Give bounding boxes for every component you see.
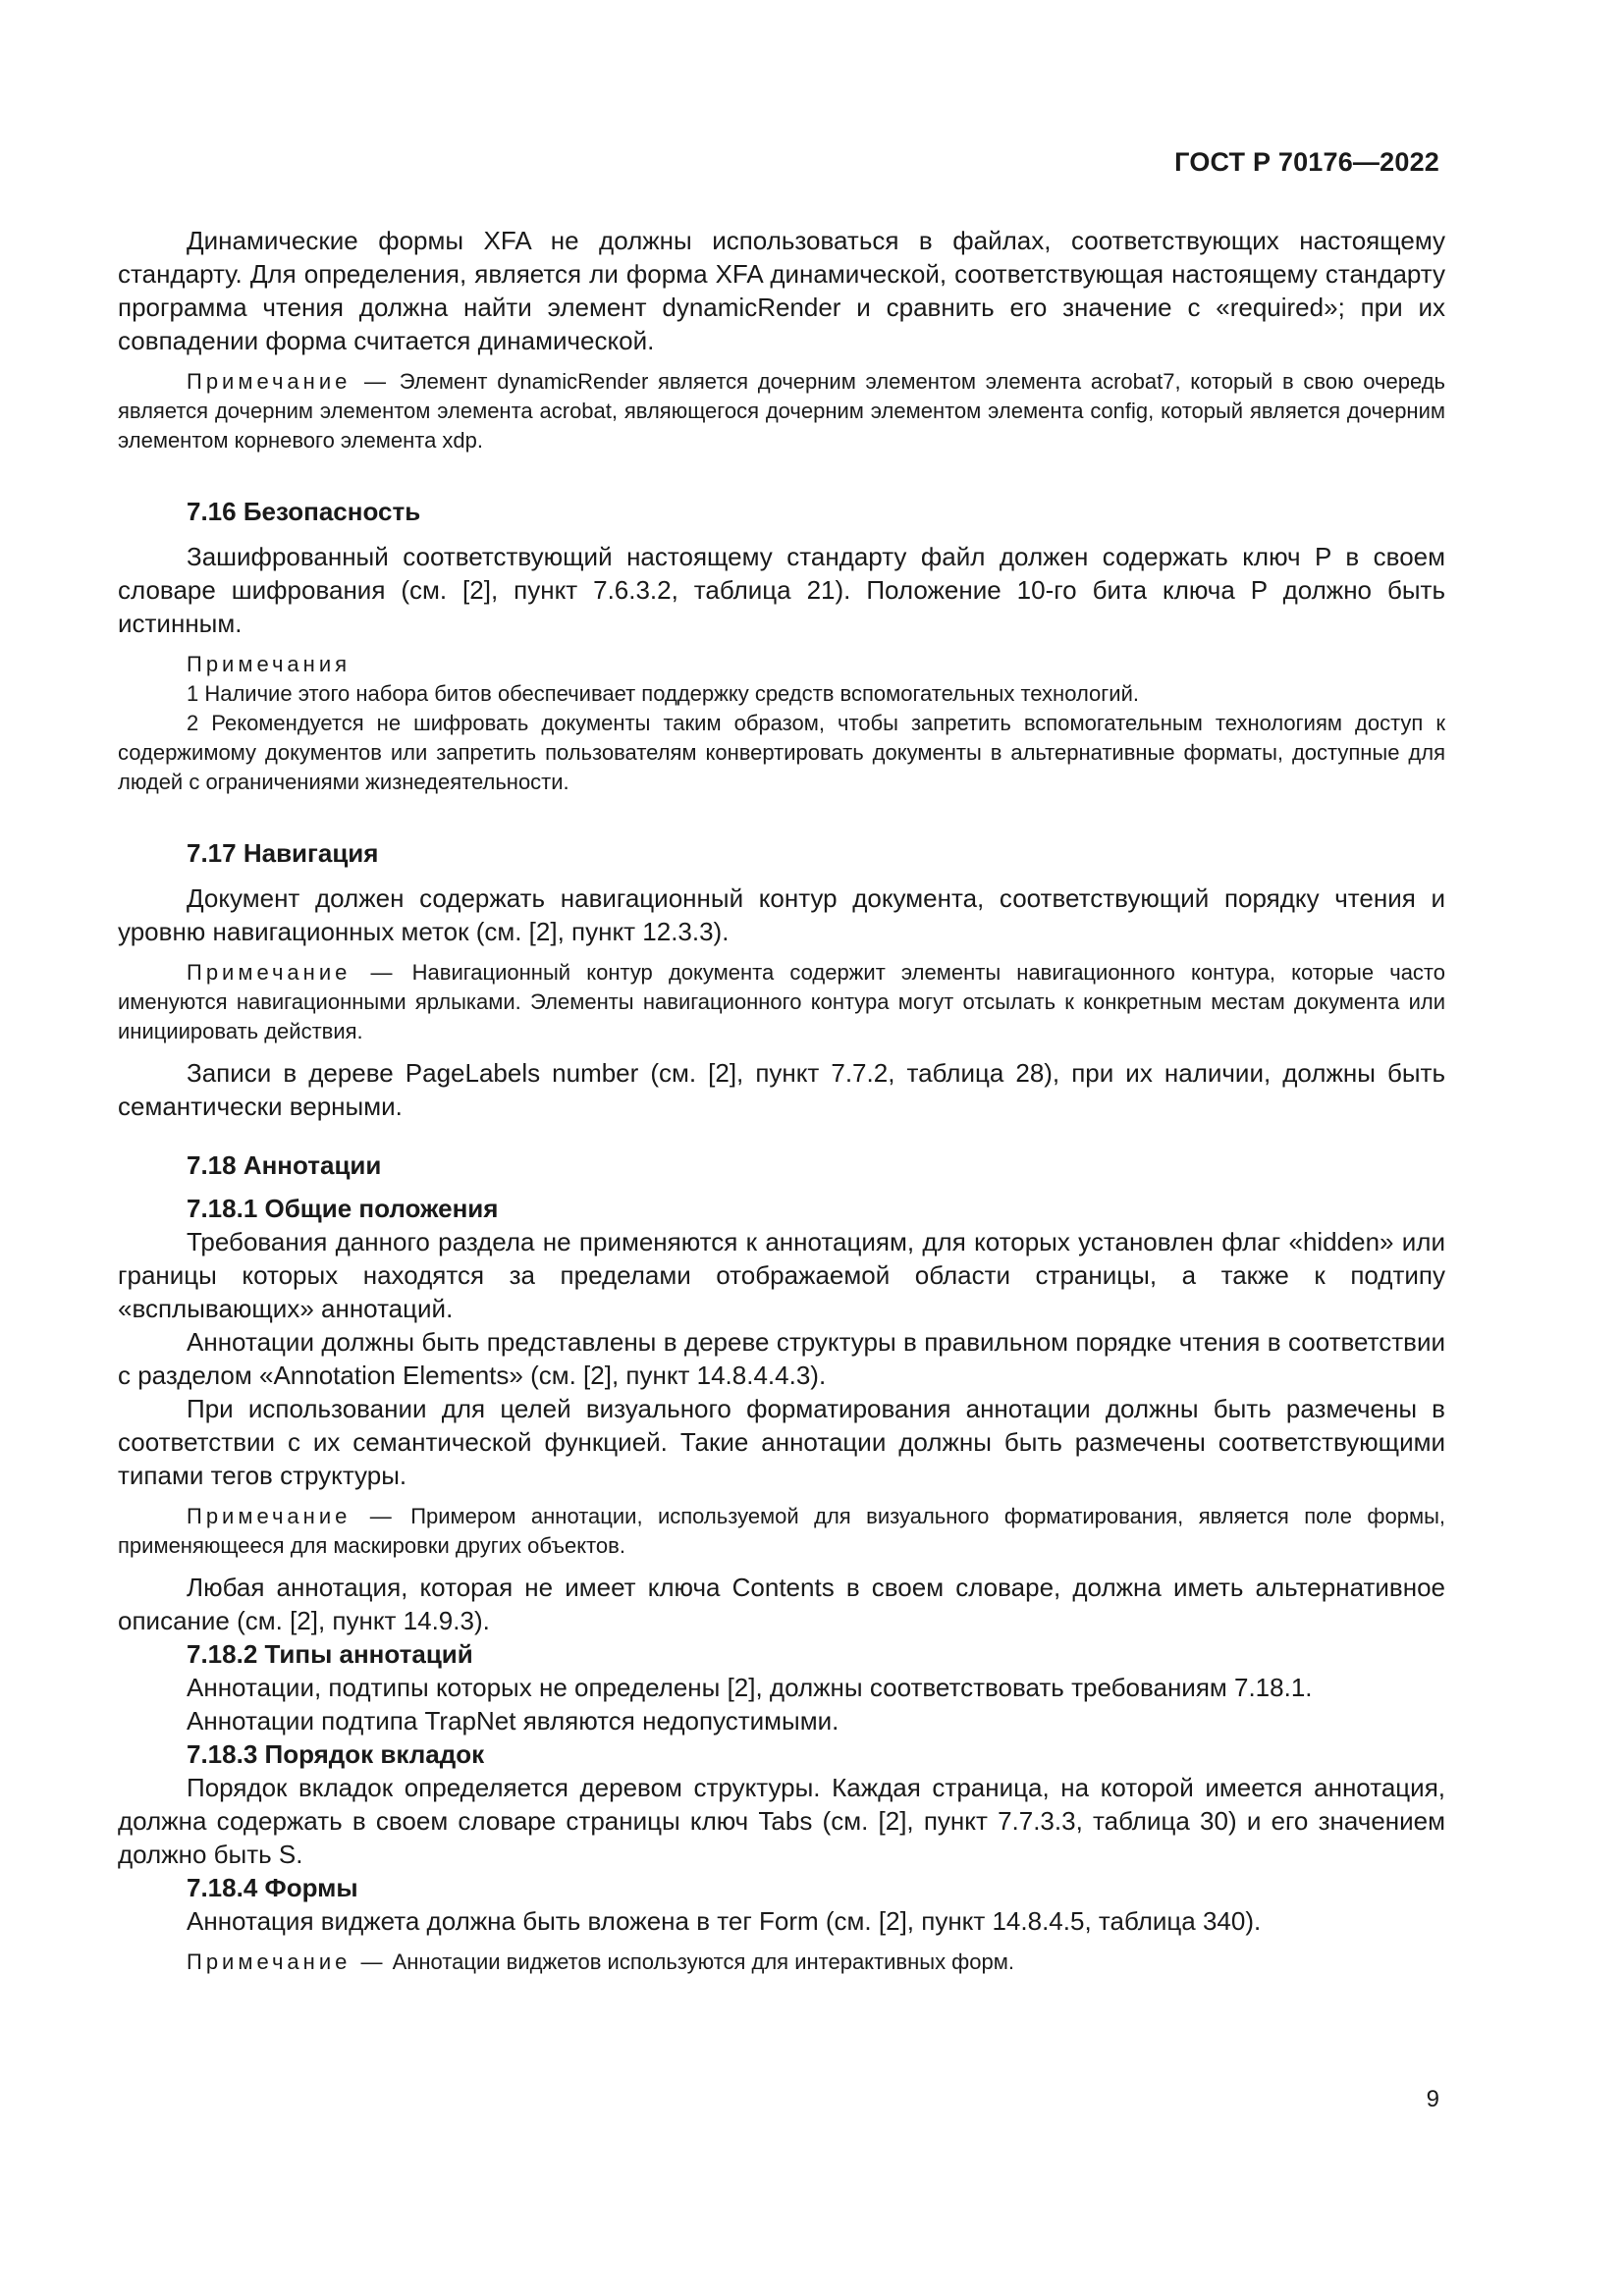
note-label: Примечание — bbox=[187, 1504, 396, 1528]
paragraph-hidden-annotations: Требования данного раздела не применяются к аннотациям, для которых установлен флаг «hidden» или границы которых находятся за пределами отображаемой области страницы, а также к подтипу «всплывающих» аннотаций. bbox=[118, 1227, 1445, 1323]
paragraph-visual-formatting: При использовании для целей визуального форматирования аннотации должны быть размечены в соответствии с их семантической функцией. Такие аннотации должны быть размечены соответствующими типами тегов структуры. bbox=[118, 1394, 1445, 1490]
note-label: Примечание — bbox=[187, 1949, 387, 1974]
paragraph-encryption-key: Зашифрованный соответствующий настоящему стандарту файл должен содержать ключ P в своем словаре шифрования (см. [2], пункт 7.6.3.2, таблица 21). Положение 10-го бита ключа P должно быть истинным. bbox=[118, 542, 1445, 638]
document-code-header: ГОСТ Р 70176—2022 bbox=[1174, 147, 1439, 177]
note-dynamic-render bbox=[118, 367, 1445, 455]
note-1-bit-set: 1 Наличие этого набора битов обеспечивает поддержку средств вспомогательных технологий. bbox=[187, 681, 1139, 706]
section-heading-7-16: 7.16 Безопасность bbox=[187, 497, 421, 526]
subsection-heading-7-18-3: 7.18.3 Порядок вкладок bbox=[187, 1739, 485, 1769]
paragraph-navigation-outline: Документ должен содержать навигационный контур документа, соответствующий порядку чтения и уровню навигационных меток (см. [2], пункт 12.3.3). bbox=[118, 883, 1445, 946]
paragraph-contents-key: Любая аннотация, которая не имеет ключа Contents в своем словаре, должна иметь альтернативное описание (см. [2], пункт 14.9.3). bbox=[118, 1573, 1445, 1635]
note-text: Навигационный контур документа содержит элементы навигационного контура, которые часто именуются навигационными ярлыками. Элементы навигационного контура могут отсылать к конкретным местам документа или инициировать действия. bbox=[118, 960, 1445, 1043]
note-text: Элемент dynamicRender является дочерним элементом элемента acrobat7, который в свою очередь является дочерним элементом элемента acrobat, являющегося дочерним элементом элемента config, который является дочерним элементом корневого элемента xdp. bbox=[118, 369, 1446, 453]
notes-label: Примечания bbox=[187, 652, 352, 676]
paragraph-xfa-dynamic-forms: Динамические формы XFA не должны использоваться в файлах, соответствующих настоящему стандарту. Для определения, является ли форма XFA динамической, соответствующая настоящему стандарту программа чтения должна найти элемент dynamicRender и сравнить его значение с «required»; при их совпадении форма считается динамической. bbox=[118, 226, 1445, 355]
section-heading-7-17: 7.17 Навигация bbox=[187, 838, 379, 868]
paragraph-tab-order: Порядок вкладок определяется деревом структуры. Каждая страница, на которой имеется аннотация, должна содержать в своем словаре страницы ключ Tabs (см. [2], пункт 7.7.3.3, таблица 30) и его значением должно быть S. bbox=[118, 1773, 1445, 1869]
paragraph-undefined-subtypes: Аннотации, подтипы которых не определены [2], должны соответствовать требованиям 7.18.1. bbox=[187, 1673, 1313, 1702]
subsection-heading-7-18-4: 7.18.4 Формы bbox=[187, 1873, 358, 1902]
section-heading-7-18: 7.18 Аннотации bbox=[187, 1150, 382, 1180]
note-form-field-masking bbox=[118, 1502, 1445, 1561]
paragraph-page-labels: Записи в дереве PageLabels number (см. [2], пункт 7.7.2, таблица 28), при их наличии, должны быть семантически верными. bbox=[118, 1058, 1445, 1121]
note-2-no-encryption: 2 Рекомендуется не шифровать документы таким образом, чтобы запретить вспомогательным технологиям доступ к содержимому документов или запретить пользователям конвертировать документы в альтернативные форматы, доступные для людей с ограничениями жизнедеятельности. bbox=[118, 711, 1445, 794]
paragraph-structure-tree-order: Аннотации должны быть представлены в дереве структуры в правильном порядке чтения в соответствии с разделом «Annotation Elements» (см. [2], пункт 14.8.4.4.3). bbox=[118, 1327, 1445, 1390]
note-label: Примечание — bbox=[187, 960, 397, 985]
note-navigation-outline bbox=[118, 958, 1445, 1046]
subsection-heading-7-18-2: 7.18.2 Типы аннотаций bbox=[187, 1639, 473, 1669]
note-label: Примечание — bbox=[187, 369, 391, 394]
page-number: 9 bbox=[1426, 2086, 1439, 2112]
note-widget-annotations bbox=[118, 1948, 1445, 1977]
paragraph-trapnet: Аннотации подтипа TrapNet являются недопустимыми. bbox=[187, 1706, 839, 1735]
note-text: Примером аннотации, используемой для визуального форматирования, является поле формы, применяющееся для маскировки других объектов. bbox=[118, 1504, 1445, 1558]
note-text: Аннотации виджетов используются для интерактивных форм. bbox=[386, 1949, 1014, 1974]
page-content bbox=[118, 224, 1445, 1977]
subsection-heading-7-18-1: 7.18.1 Общие положения bbox=[187, 1194, 499, 1223]
paragraph-widget-form-tag: Аннотация виджета должна быть вложена в тег Form (см. [2], пункт 14.8.4.5, таблица 340). bbox=[187, 1906, 1262, 1936]
